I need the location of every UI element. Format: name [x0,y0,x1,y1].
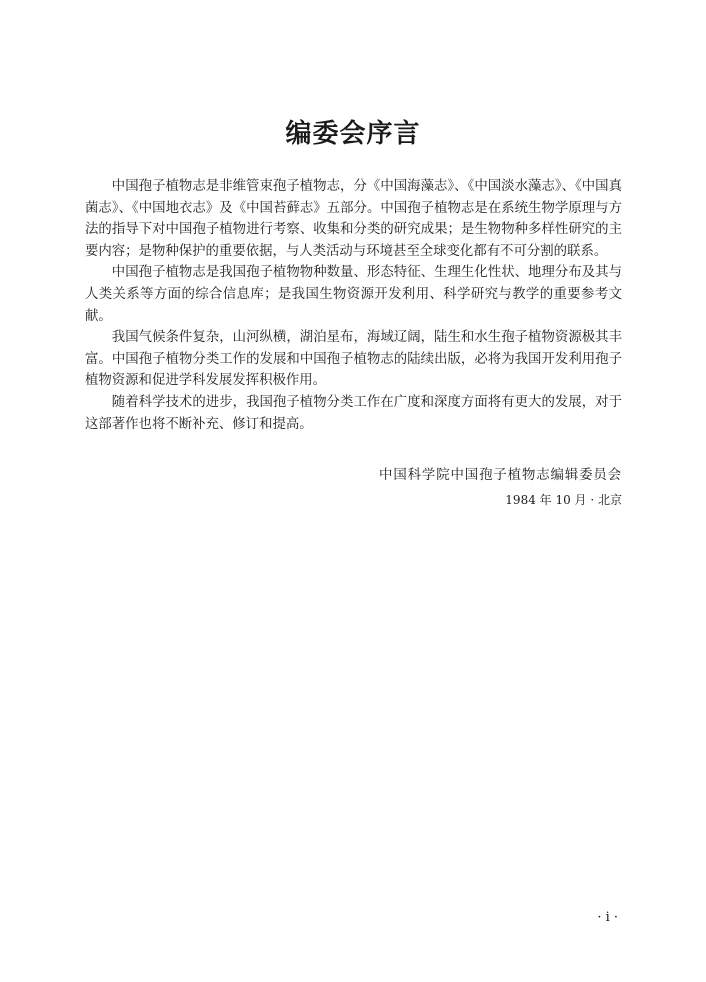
paragraph-4: 随着科学技术的进步，我国孢子植物分类工作在广度和深度方面将有更大的发展，对于这部著作也将不断补充、修订和提高。 [85,394,622,432]
signature-organization: 中国科学院中国孢子植物志编辑委员会 [379,468,622,483]
paragraph-3: 我国气候条件复杂，山河纵横，湖泊星布，海域辽阔，陆生和水生孢子植物资源极其丰富。中国孢子植物分类工作的发展和中国孢子植物志的陆续出版，必将为我国开发利用孢子植物资源和促进学科发展发挥积极作用。 [85,330,622,389]
page-number: · i · [597,910,618,925]
paragraph-2: 中国孢子植物志是我国孢子植物物种数量、形态特征、生理生化性状、地理分布及其与人类关系等方面的综合信息库；是我国生物资源开发利用、科学研究与教学的重要参考文献。 [85,265,622,324]
signature-block [379,466,622,510]
preface-body [85,176,622,435]
page-title: 编委会序言 [285,119,421,149]
signature-date: 1984 年 10 月 · 北京 [505,493,622,507]
paragraph-1: 中国孢子植物志是非维管束孢子植物志，分《中国海藻志》、《中国淡水藻志》、《中国真菌志》、《中国地衣志》及《中国苔藓志》五部分。中国孢子植物志是在系统生物学原理与方法的指导下对中国孢子植物进行考察、收集和分类的研究成果；是生物物种多样性研究的主要内容；是物种保护的重要依据，与人类活动与环境甚至全球变化都有不可分割的联系。 [85,179,622,259]
